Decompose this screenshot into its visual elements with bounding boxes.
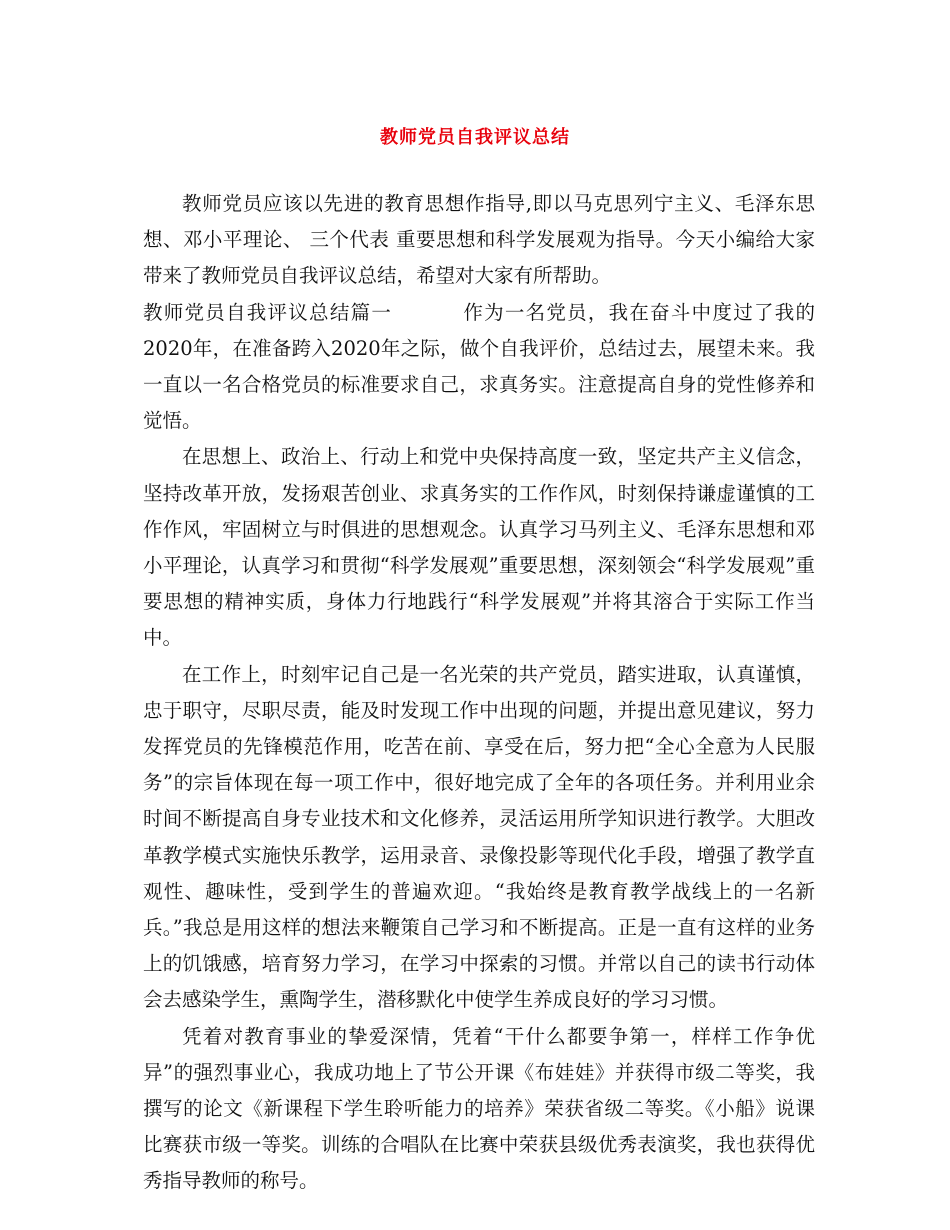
document-title: 教师党员自我评议总结	[380, 127, 570, 148]
section-heading: 教师党员自我评议总结篇一	[143, 300, 393, 324]
document-body	[143, 186, 815, 1200]
body-paragraph-3: 凭着对教育事业的挚爱深情，凭着“干什么都要争第一，样样工作争优异”的强烈事业心，我成功地上了节公开课《布娃娃》并获得市级二等奖，我撰写的论文《新课程下学生聆听能力的培养》荣获省级二等奖。《小船》说课比赛获市级一等奖。训练的合唱队在比赛中荣获县级优秀表演奖，我也获得优秀指导教师的称号。	[143, 1024, 815, 1193]
body-paragraph-1: 在思想上、政治上、行动上和党中央保持高度一致，坚定共产主义信念，坚持改革开放，发扬艰苦创业、求真务实的工作作风，时刻保持谦虚谨慎的工作作风，牢固树立与时俱进的思想观念。认真学习马列主义、毛泽东思想和邓小平理论，认真学习和贯彻“科学发展观”重要思想，深刻领会“科学发展观”重要思想的精神实质，身体力行地践行“科学发展观”并将其溶合于实际工作当中。	[143, 445, 815, 650]
intro-paragraph: 教师党员应该以先进的教育思想作指导,即以马克思列宁主义、毛泽东思想、邓小平理论、 三个代表 重要思想和科学发展观为指导。今天小编给大家带来了教师党员自我评议总结，希望对大家有所帮助。	[143, 192, 815, 288]
body-paragraph-2: 在工作上，时刻牢记自己是一名光荣的共产党员，踏实进取，认真谨慎，忠于职守，尽职尽责，能及时发现工作中出现的问题，并提出意见建议，努力发挥党员的先锋模范作用，吃苦在前、享受在后，努力把“全心全意为人民服务”的宗旨体现在每一项工作中，很好地完成了全年的各项任务。并利用业余时间不断提高自身专业技术和文化修养，灵活运用所学知识进行教学。大胆改革教学模式实施快乐教学，运用录音、录像投影等现代化手段，增强了教学直观性、趣味性，受到学生的普遍欢迎。“我始终是教育教学战线上的一名新兵。”我总是用这样的想法来鞭策自己学习和不断提高。正是一直有这样的业务上的饥饿感，培育努力学习，在学习中探索的习惯。并常以自己的读书行动体会去感染学生，熏陶学生，潜移默化中使学生养成良好的学习习惯。	[143, 662, 815, 1012]
section-first-text: 作为一名党员，我在奋斗中度过了我的2020年，在准备跨入2020年之际，做个自我评价，总结过去，展望未来。我一直以一名合格党员的标准要求自己，求真务实。注意提高自身的党性修养和觉悟。	[143, 300, 815, 433]
section-paragraph	[143, 295, 815, 440]
